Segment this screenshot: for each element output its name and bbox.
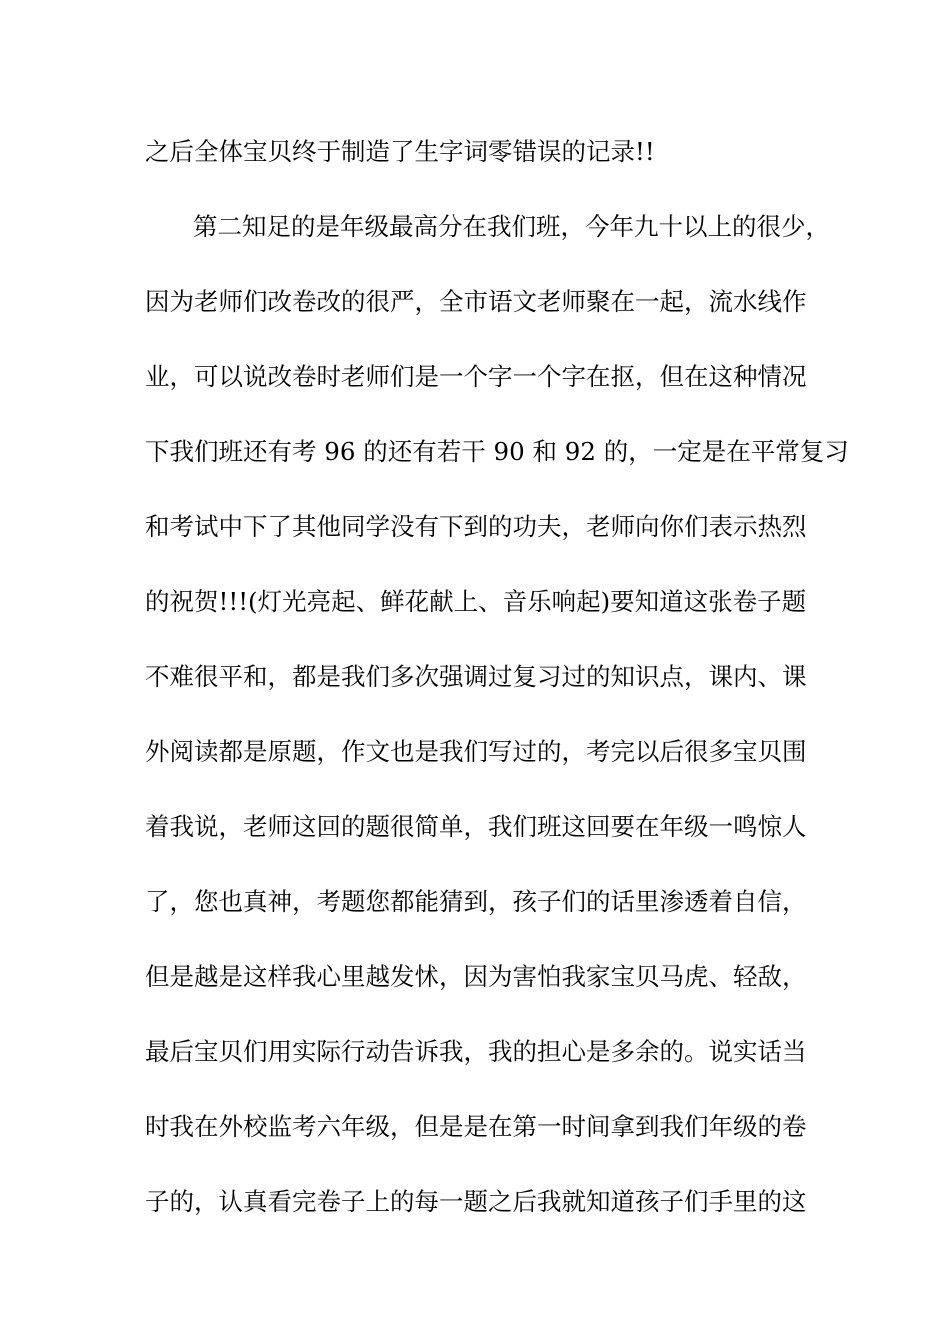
paragraph-start-line: 第二知足的是年级最高分在我们班，今年九十以上的很少， xyxy=(193,212,830,241)
text-line-5: 下我们班还有考 96 的还有若干 90 和 92 的，一定是在平常复习 xyxy=(145,437,849,466)
text-line-9: 外阅读都是原题，作文也是我们写过的，考完以后很多宝贝围 xyxy=(145,737,807,766)
text-line-12: 但是越是这样我心里越发怵，因为害怕我家宝贝马虎、轻敌， xyxy=(145,962,807,991)
text-line-6: 和考试中下了其他同学没有下到的功夫，老师向你们表示热烈 xyxy=(145,512,807,541)
text-line-7: 的祝贺!!!(灯光亮起、鲜花献上、音乐响起)要知道这张卷子题 xyxy=(145,587,807,616)
text-line-15: 子的，认真看完卷子上的每一题之后我就知道孩子们手里的这 xyxy=(145,1187,807,1216)
text-line-4: 业，可以说改卷时老师们是一个字一个字在抠，但在这种情况 xyxy=(145,362,807,391)
text-line-3: 因为老师们改卷改的很严，全市语文老师聚在一起，流水线作 xyxy=(145,287,807,316)
text-line-13: 最后宝贝们用实际行动告诉我，我的担心是多余的。说实话当 xyxy=(145,1037,807,1066)
text-line-10: 着我说，老师这回的题很简单，我们班这回要在年级一鸣惊人 xyxy=(145,812,807,841)
text-line-8: 不难很平和，都是我们多次强调过复习过的知识点，课内、课 xyxy=(145,662,807,691)
text-line-14: 时我在外校监考六年级，但是是在第一时间拿到我们年级的卷 xyxy=(145,1112,807,1141)
text-line-11: 了，您也真神，考题您都能猜到，孩子们的话里渗透着自信， xyxy=(145,887,807,916)
text-line-1: 之后全体宝贝终于制造了生字词零错误的记录!! xyxy=(145,137,655,166)
